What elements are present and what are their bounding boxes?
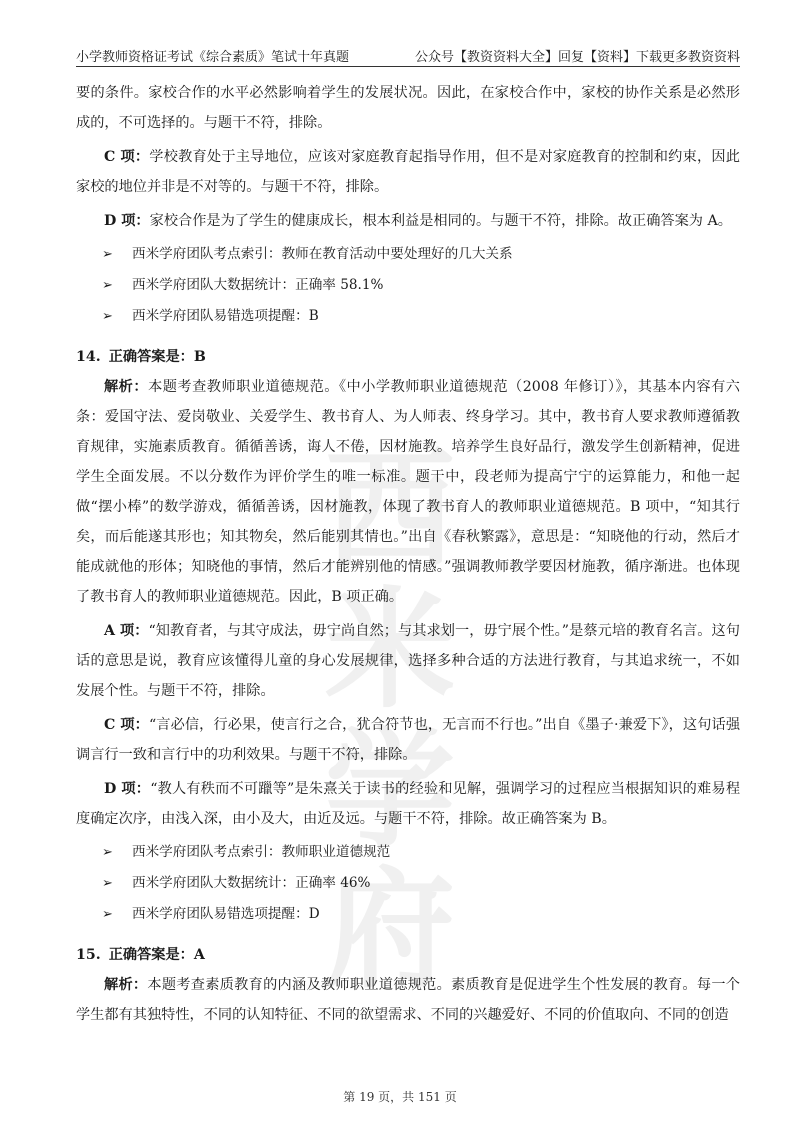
page-content [76, 78, 740, 1030]
page-header [76, 44, 740, 67]
question-15-answer: 正确答案是：A [108, 947, 205, 963]
analysis-label: 解析： [104, 977, 148, 993]
question-14-heading: 14. 正确答案是：B [76, 349, 206, 365]
arrow-bullet-icon: ➢ [102, 907, 113, 922]
bullet-list [102, 837, 740, 930]
bullet-list [102, 239, 740, 332]
analysis-label: 解析： [104, 379, 149, 395]
header-title: 小学教师资格证考试《综合素质》笔试十年真题 [76, 50, 350, 65]
option-d-label: D 项： [104, 213, 150, 229]
arrow-bullet-icon: ➢ [102, 845, 113, 860]
option-d-text: 家校合作是为了学生的健康成长，根本利益是相同的。与题干不符，排除。故正确答案为 A。 [149, 213, 732, 229]
watermark-logo: 西米学府 [324, 433, 455, 1006]
page-number: 第 19 页，共 151 页 [343, 1090, 457, 1104]
question-15-analysis [76, 970, 740, 1030]
option-c-text: 学校教育处于主导地位，应该对家庭教育起指导作用，但不是对家庭教育的控制和约束，因此家校的地位并非是不对等的。与题干不符，排除。 [76, 149, 740, 195]
analysis-text: 本题考查教师职业道德规范。《中小学教师职业道德规范（2008 年修订）》，其基本内容有六条：爱国守法、爱岗敬业、关爱学生、教书育人、为人师表、终身学习。其中，教书育人要求教师遵循教育规律，实施素质教育。循循善诱，诲人不倦，因材施教。培养学生良好品行，激发学生创新精神，促进学生全面发展。不以分数作为评价学生的唯一标准。题干中，段老师为提高宁宁的运算能力，和他一起做“摆小棒”的数学游戏，循循善诱，因材施教，体现了教书育人的教师职业道德规范。B 项中，“知其行矣，而后能遂其形也；知其物矣，然后能别其情也。”出自《春秋繁露》，意思是：“知晓他的行动，然后才能成就他的形体；知晓他的事情，然后才能辨别他的情感。”强调教师教学要因材施教，循序渐进。也体现了教书育人的教师职业道德规范。因此，B 项正确。 [76, 379, 740, 605]
bullet-item: ➢ 西米学府团队考点索引：教师在教育活动中要处理好的几大关系 [102, 239, 740, 270]
question-15-heading: 15. 正确答案是：A [76, 947, 205, 963]
question-14-analysis [76, 372, 740, 612]
q14-option-d: D 项：“教人有秩而不可躐等”是朱熹关于读书的经验和见解，强调学习的过程应当根据知识的难易程度确定次序，由浅入深，由小及大，由近及远。与题干不符，排除。故正确答案为 B。 [76, 781, 741, 827]
question-14-answer: 正确答案是：B [108, 349, 206, 365]
option-c-paragraph [76, 142, 740, 202]
bullet-item: ➢ 西米学府团队易错选项提醒：B [102, 301, 740, 332]
analysis-text: 本题考查素质教育的内涵及教师职业道德规范。素质教育是促进学生个性发展的教育。每一个学生都有其独特性，不同的认知特征、不同的欲望需求、不同的兴趣爱好、不同的价值取向、不同的创造 [76, 977, 740, 1023]
arrow-bullet-icon: ➢ [102, 309, 113, 324]
bullet-item: ➢ 西米学府团队大数据统计：正确率 46% [102, 868, 740, 899]
header-promo: 公众号【教资资料大全】回复【资料】下载更多教资资料 [414, 50, 740, 65]
arrow-bullet-icon: ➢ [102, 876, 113, 891]
continued-paragraph: 要的条件。家校合作的水平必然影响着学生的发展状况。因此，在家校合作中，家校的协作关系是必然形成的，不可选择的。与题干不符，排除。 [76, 85, 740, 131]
bullet-item: ➢ 西米学府团队大数据统计：正确率 58.1% [102, 270, 740, 301]
bullet-item: ➢ 西米学府团队考点索引：教师职业道德规范 [102, 837, 740, 868]
option-c-label: C 项： [104, 149, 150, 165]
bullet-item: ➢ 西米学府团队易错选项提醒：D [102, 899, 740, 930]
q14-option-c: C 项：“言必信，行必果，使言行之合，犹合符节也，无言而不行也。”出自《墨子·兼爱下》，这句话强调言行一致和言行中的功利效果。与题干不符，排除。 [76, 717, 741, 763]
q14-option-a: A 项：“知教育者，与其守成法，毋宁尚自然；与其求划一，毋宁展个性。”是蔡元培的教育名言。这句话的意思是说，教育应该懂得儿童的身心发展规律，选择多种合适的方法进行教育，与其追求统一，不如发展个性。与题干不符，排除。 [76, 623, 740, 699]
option-d-paragraph [76, 206, 740, 236]
arrow-bullet-icon: ➢ [102, 247, 113, 262]
arrow-bullet-icon: ➢ [102, 278, 113, 293]
